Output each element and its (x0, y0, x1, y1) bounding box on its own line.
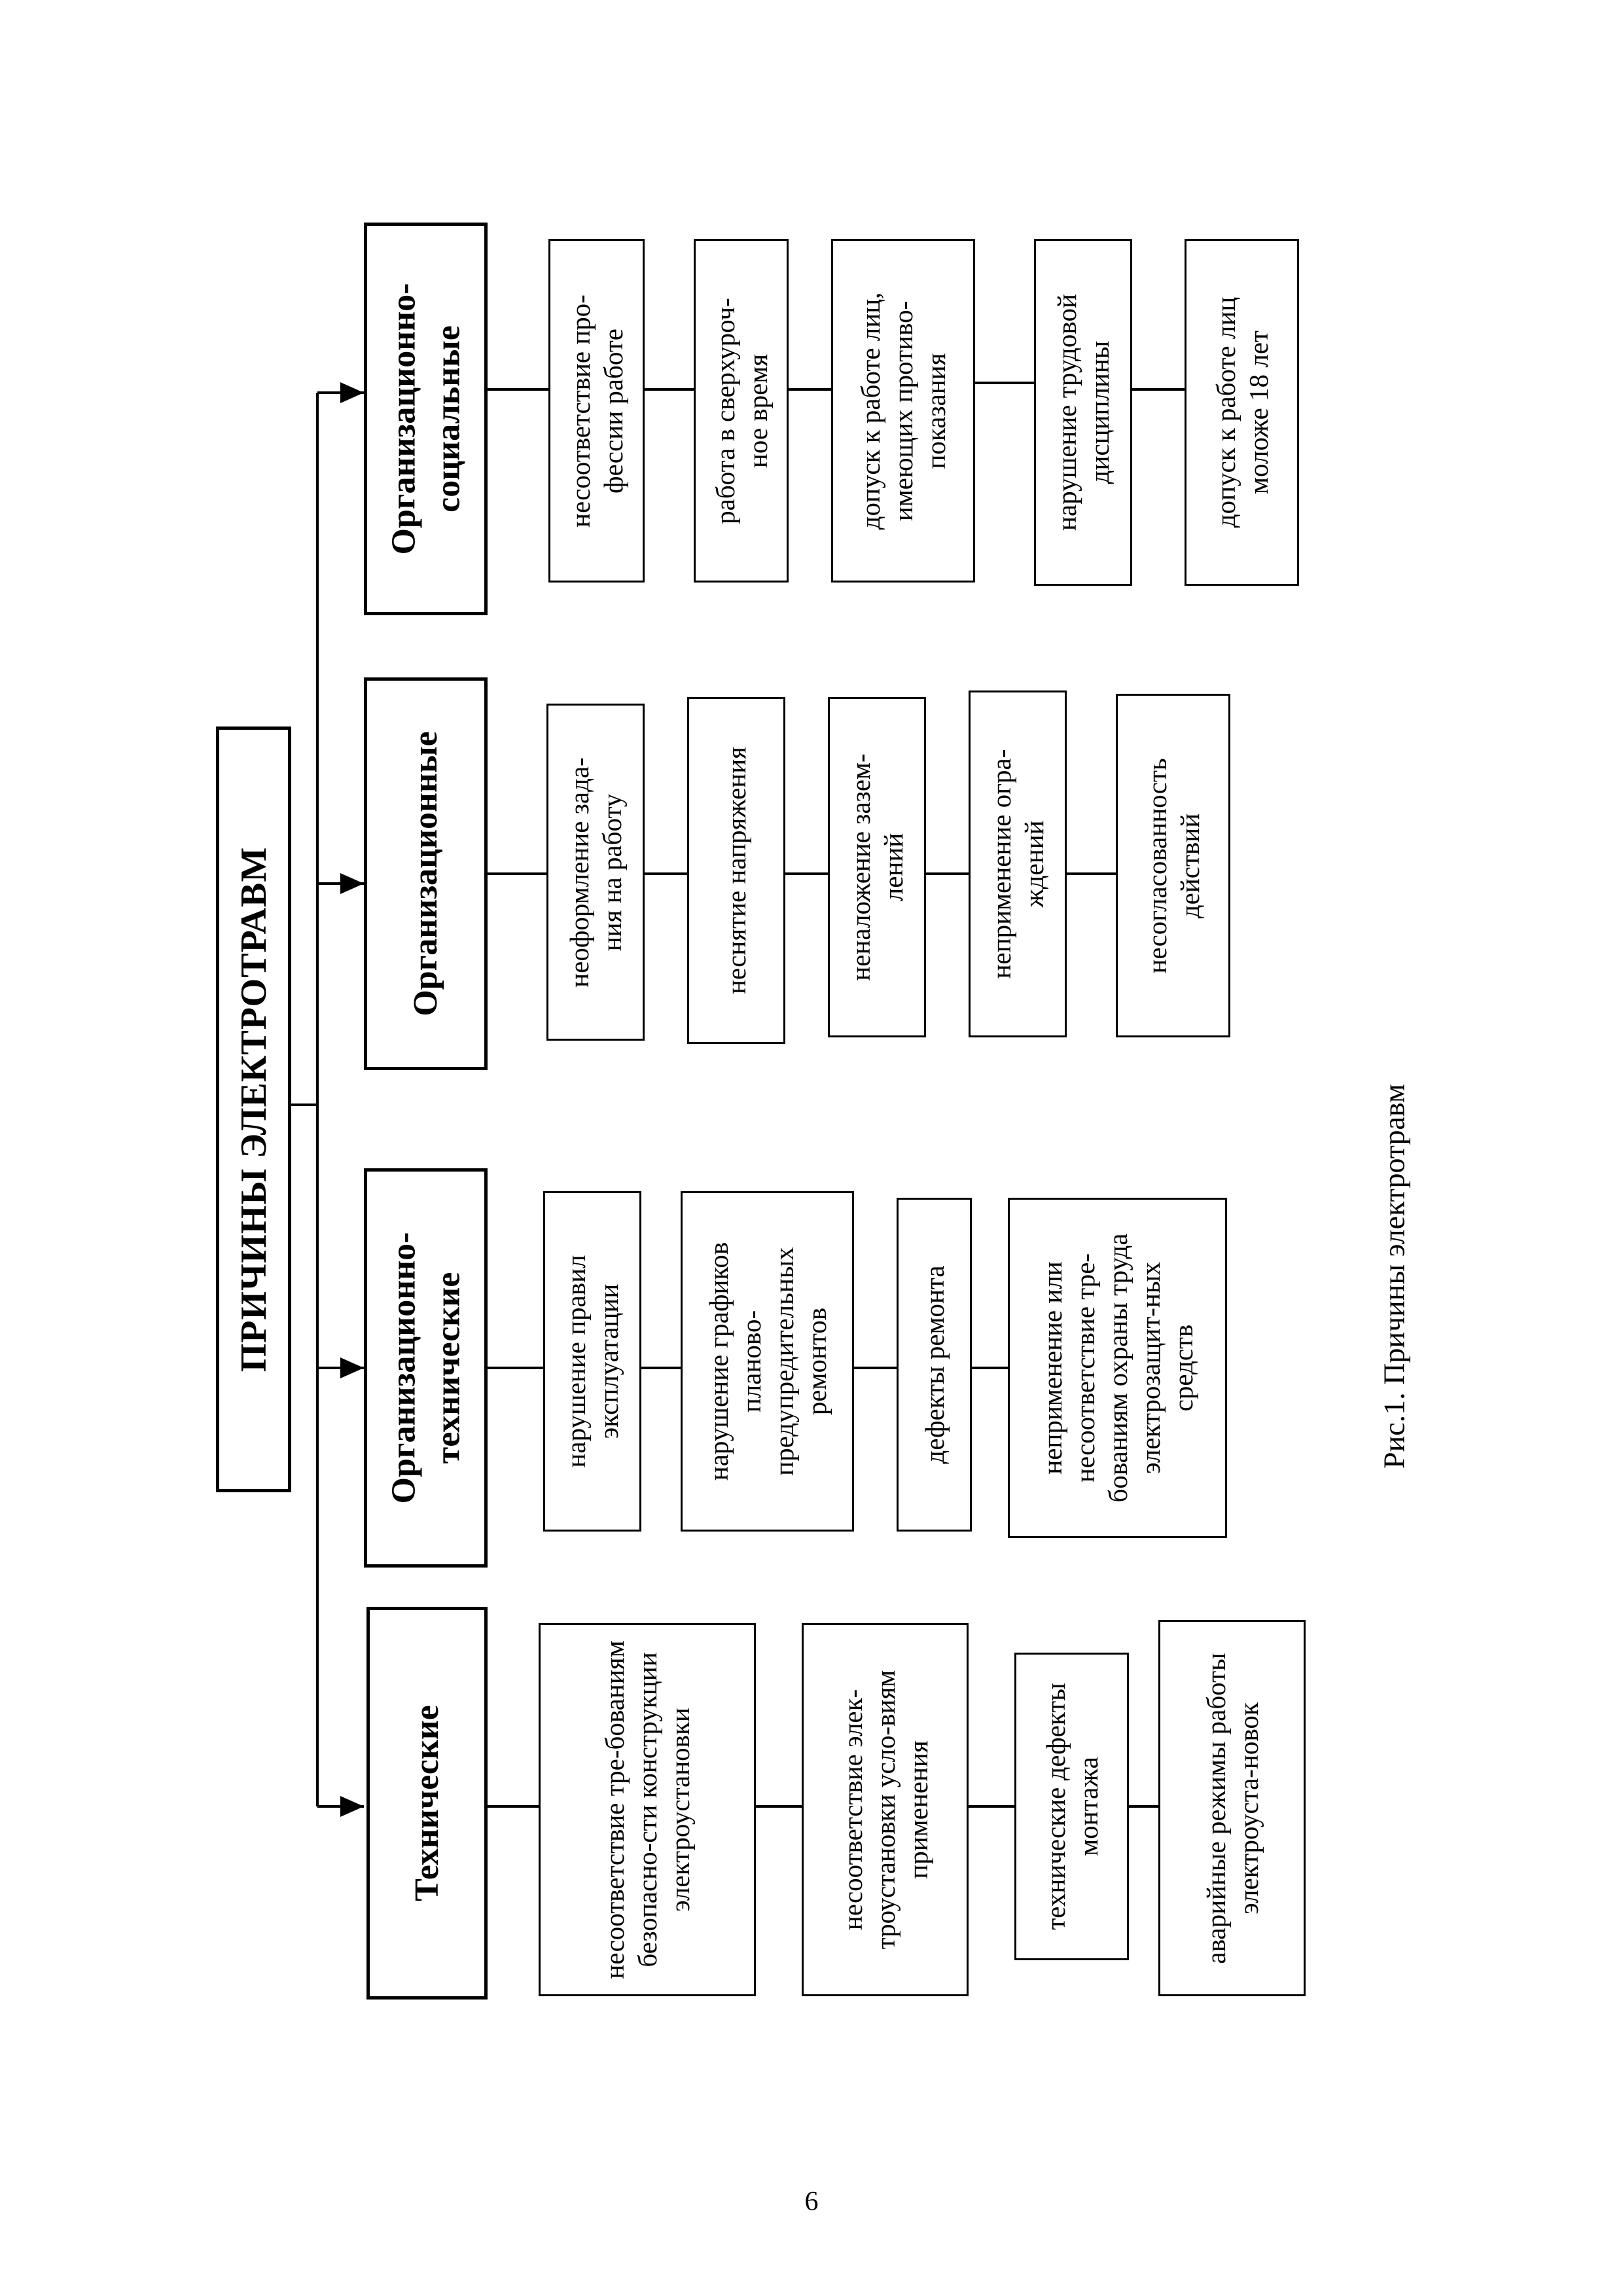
category-label: Организационно-технические (384, 1232, 467, 1504)
item-box (681, 1191, 854, 1532)
item-text: аварийные режимы работы электроуста-новок (1200, 1652, 1264, 1964)
item-box (1034, 239, 1132, 586)
item-box (539, 1623, 756, 1996)
diagram-title: ПРИЧИНЫ ЭЛЕКТРОТРАВМ (233, 846, 274, 1372)
item-text: допуск к работе лиц моложе 18 лет (1210, 296, 1274, 528)
page-number: 6 (804, 2187, 819, 2217)
title-box (216, 726, 291, 1492)
item-box (543, 1191, 641, 1532)
item-text: неприменение огра-ждений (986, 749, 1049, 979)
item-box (969, 691, 1067, 1037)
item-box (546, 704, 645, 1041)
item-text: несоответствие элек-троустановки усло-виям применения (837, 1670, 933, 1950)
item-text: несоответствие тре-бованиям безопасно-сти конструкции электроустановки (599, 1640, 696, 1979)
item-box (1008, 1198, 1227, 1538)
item-box (1014, 1653, 1129, 1960)
item-text: нарушение графиков планово-предупредительных ремонтов (703, 1242, 832, 1481)
item-text: неоформление зада-ния на работу (563, 757, 627, 988)
item-box (1158, 1620, 1306, 1996)
item-text: нарушение правил эксплуатации (560, 1255, 624, 1468)
item-text: дефекты ремонта (919, 1265, 950, 1464)
item-box (1185, 239, 1299, 586)
item-box (831, 239, 975, 583)
item-text: несоответствие про-фессии работе (565, 294, 628, 528)
figure-caption: Рис.1. Причины электротравм (1377, 1084, 1411, 1469)
item-text: нарушение трудовой дисциплины (1051, 294, 1115, 531)
item-box (897, 1198, 972, 1532)
category-label: Организационные (406, 731, 444, 1016)
category-org-technical (364, 1168, 488, 1568)
item-text: работа в сверхуроч-ное время (709, 297, 773, 524)
item-text: неналожение зазем-лений (845, 753, 908, 981)
item-box (802, 1623, 969, 1996)
item-box (687, 697, 785, 1044)
category-organizational (364, 677, 488, 1070)
item-text: неприменение или несоответствие тре-бованиям охраны труда электрозащит-ных средств (1037, 1233, 1198, 1503)
item-text: технические дефекты монтажа (1040, 1683, 1103, 1930)
item-text: неснятие напряжения (721, 746, 751, 995)
category-label: Организационно-социальные (384, 283, 467, 555)
item-box (694, 239, 789, 583)
item-box (548, 239, 645, 583)
category-label: Технические (408, 1705, 446, 1901)
item-box (828, 697, 926, 1037)
category-technical (366, 1607, 488, 2000)
item-box (1116, 694, 1230, 1037)
item-text: несогласованность действий (1141, 757, 1205, 974)
item-text: допуск к работе лиц, имеющих противо-показания (855, 292, 952, 529)
category-org-social (364, 223, 488, 615)
